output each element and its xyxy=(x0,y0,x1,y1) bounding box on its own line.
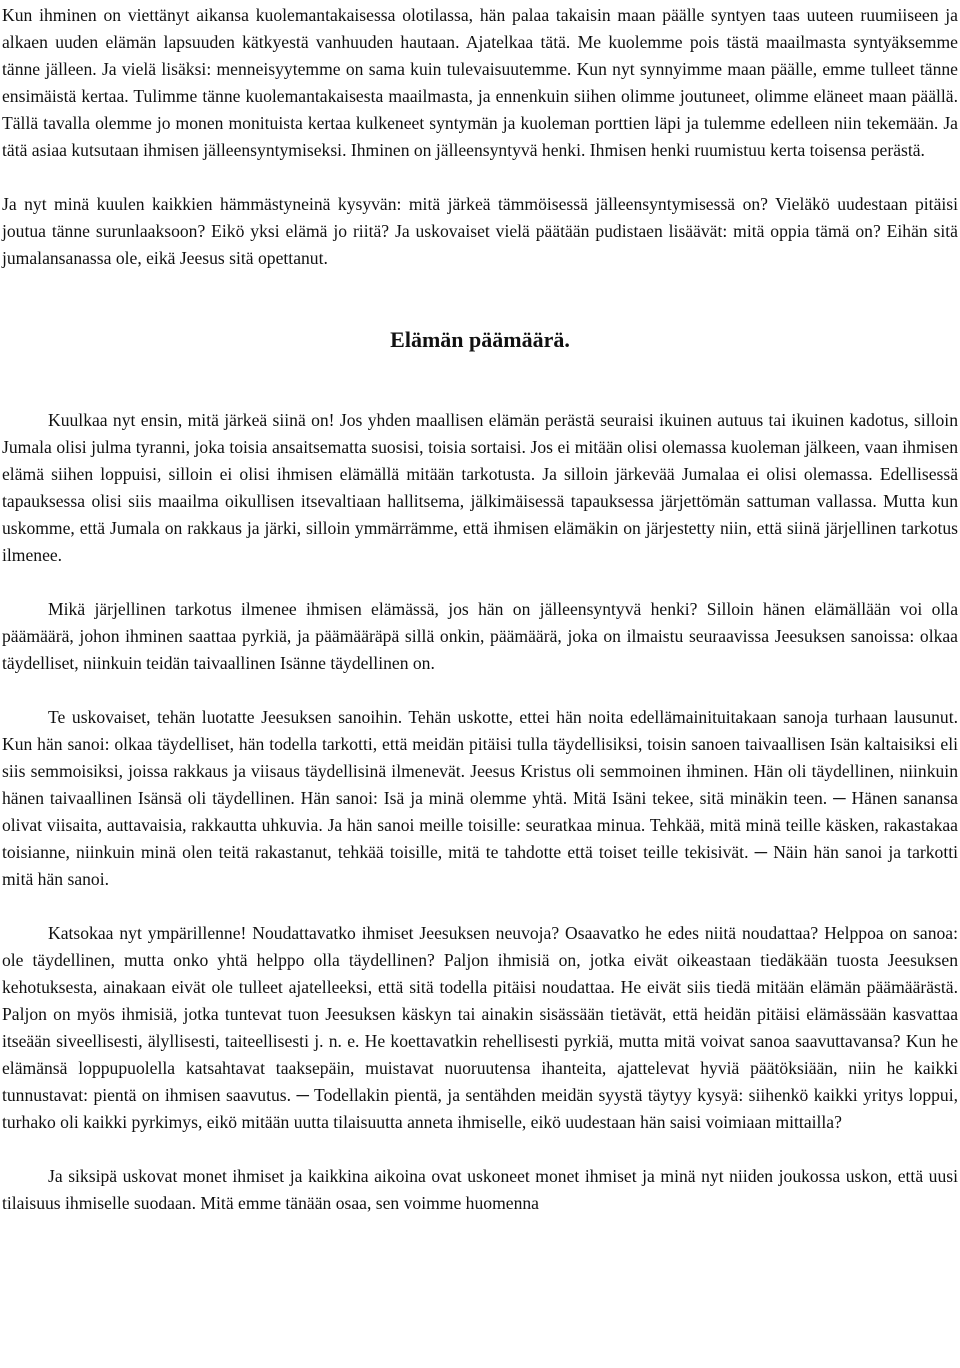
paragraph-gap xyxy=(2,893,958,920)
paragraph-believers: Te uskovaiset, tehän luotatte Jeesuksen sanoihin. Tehän uskotte, ettei hän noita edellämainituitakaan sanoja turhaan lausunut. Kun hän sanoi: olkaa täydelliset, hän todella tarkotti, että meidän pitäisi tulla täydellisiksi, toisin sanoen taivaallisen Isän kaltaisiksi eli siis semmoisiksi, joissa rakkaus ja viisaus täydellisinä ilmenevät. Jeesus Kristus oli semmoinen ihminen. Hän oli täydellinen, niinkuin hänen taivaallinen Isänsä oli täydellinen. Hän sanoi: Isä ja minä olemme yhtä. Mitä Isäni tekee, sitä minäkin teen. ─ Hänen sanansa olivat viisaita, auttavaisia, rakkautta uhkuvia. Ja hän sanoi meille toisille: seuratkaa minua. Tehkää, mitä minä teille käsken, rakastakaa toisianne, niinkuin minä olen teitä rakastanut, tehkää toisille, mitä te tahdotte että toiset teille tekisivät. ─ Näin hän sanoi ja tarkotti mitä hän sanoi. xyxy=(2,707,958,889)
paragraph-gap xyxy=(2,164,958,191)
section-gap xyxy=(2,272,958,326)
paragraph-meaning: Kuulkaa nyt ensin, mitä järkeä siinä on! Jos yhden maallisen elämän perästä seuraisi ikuinen autuus tai ikuinen kadotus, silloin Jumala olisi julma tyranni, joka toisia ansaitsematta suosisi, toisia sortaisi. Jos ei mitään olisi olemassa kuoleman jälkeen, vaan ihmisen elämä siihen loppuisi, silloin ei olisi ihmisen elämällä mitään tarkotusta. Ja silloin järkevää Jumalaa ei olisi olemassa. Edellisessä tapauksessa olisi siis maailma oikullisen itsevaltiaan hallitsema, jälkimäisessä tapauksessa järjettömän sattuman vallassa. Mutta kun uskomme, että Jumala on rakkaus ja järki, silloin ymmärrämme, että ihmisen elämäkin on järjestetty niin, että siinä järjellinen tarkotus ilmenee. xyxy=(2,410,958,565)
paragraph-reincarnation-intro: Kun ihminen on viettänyt aikansa kuolemantakaisessa olotilassa, hän palaa takaisin maan päälle syntyen taas uuteen ruumiiseen ja alkaen uuden elämän lapsuuden kätkyestä vanhuuden hautaan. Ajatelkaa tätä. Me kuolemme pois tästä maailmasta syntyäksemme tänne jälleen. Ja vielä lisäksi: menneisyytemme on sama kuin tulevaisuutemme. Kun nyt synnyimme maan päälle, emme tulleet tänne ensimäistä kertaa. Tulimme tänne kuolemantakaisesta maailmasta, ja ennenkuin siihen olimme joutuneet, olimme eläneet maan päällä. Tällä tavalla olemme jo monen monituista kertaa kulkeneet syntymän ja kuoleman porttien läpi ja tulemme edelleen niin tekemään. Ja tätä asiaa kutsutaan ihmisen jälleensyntymiseksi. Ihminen on jälleensyntyvä henki. Ihmisen henki ruumistuu kerta toisensa perästä. xyxy=(2,5,958,160)
paragraph-gap xyxy=(2,1136,958,1163)
paragraph-objections: Ja nyt minä kuulen kaikkien hämmästyneinä kysyvän: mitä järkeä tämmöisessä jälleensyntymisessä on? Vieläkö uudestaan pitäisi joutua tänne surunlaaksoon? Eikö yksi elämä jo riitä? Ja uskovaiset vielä päätään pudistaen lisäävät: mitä oppia tämä on? Eihän sitä jumalansanassa ole, eikä Jeesus sitä opettanut. xyxy=(2,194,958,268)
paragraph-gap xyxy=(2,569,958,596)
paragraph-new-chance: Ja siksipä uskovat monet ihmiset ja kaikkina aikoina ovat uskoneet monet ihmiset ja minä nyt niiden joukossa uskon, että uusi tilaisuus ihmiselle suodaan. Mitä emme tänään osaa, sen voimme huomenna xyxy=(2,1166,958,1213)
paragraph-look-around: Katsokaa nyt ympärillenne! Noudattavatko ihmiset Jeesuksen neuvoja? Osaavatko he edes niitä noudattaa? Helppoa on sanoa: ole täydellinen, mutta onko yhtä helppo olla täydellinen? Paljon ihmisiä on, jotka eivät oikeastaan tiedäkään tuosta Jeesuksen kehotuksesta, ainakaan eivät ole tulleet ajatelleeksi, että sitä todella pitäisi noudattaa. He eivät siis tiedä mitään elämän päämäärästä. Paljon on myös ihmisiä, jotka tuntevat tuon Jeesuksen käskyn tai ainakin sisässään tietävät, että heidän pitäisi elämässään kasvattaa itseään siveellisesti, älyllisesti, taiteellisesti j. n. e. He koettavatkin rehellisesti pyrkiä, mutta mitä voivat sanoa saavuttavansa? Kun he elämänsä loppupuolella katsahtavat taaksepäin, muistavat nuoruutensa ihanteita, ajattelevat hyviä päätöksiään, niin he kaikki tunnustavat: pientä on ihmisen saavutus. ─ Todellakin pientä, ja sentähden meidän syystä täytyy kysyä: siihenkö kaikki yritys loppui, turhako oli kaikki pyrkimys, eikö mitään uutta tilaisuutta anneta ihmiselle, eikö uudestaan hän saisi voimiaan mittailla? xyxy=(2,923,958,1132)
section-gap xyxy=(2,353,958,407)
paragraph-purpose: Mikä järjellinen tarkotus ilmenee ihmisen elämässä, jos hän on jälleensyntyvä henki? Silloin hänen elämällään voi olla päämäärä, johon ihminen saattaa pyrkiä, ja päämääräpä sillä onkin, päämäärä, joka on ilmaistu seuraavissa Jeesuksen sanoissa: olkaa täydelliset, niinkuin teidän taivaallinen Isänne täydellinen on. xyxy=(2,599,958,673)
section-heading: Elämän päämäärä. xyxy=(390,327,570,352)
paragraph-gap xyxy=(2,677,958,704)
